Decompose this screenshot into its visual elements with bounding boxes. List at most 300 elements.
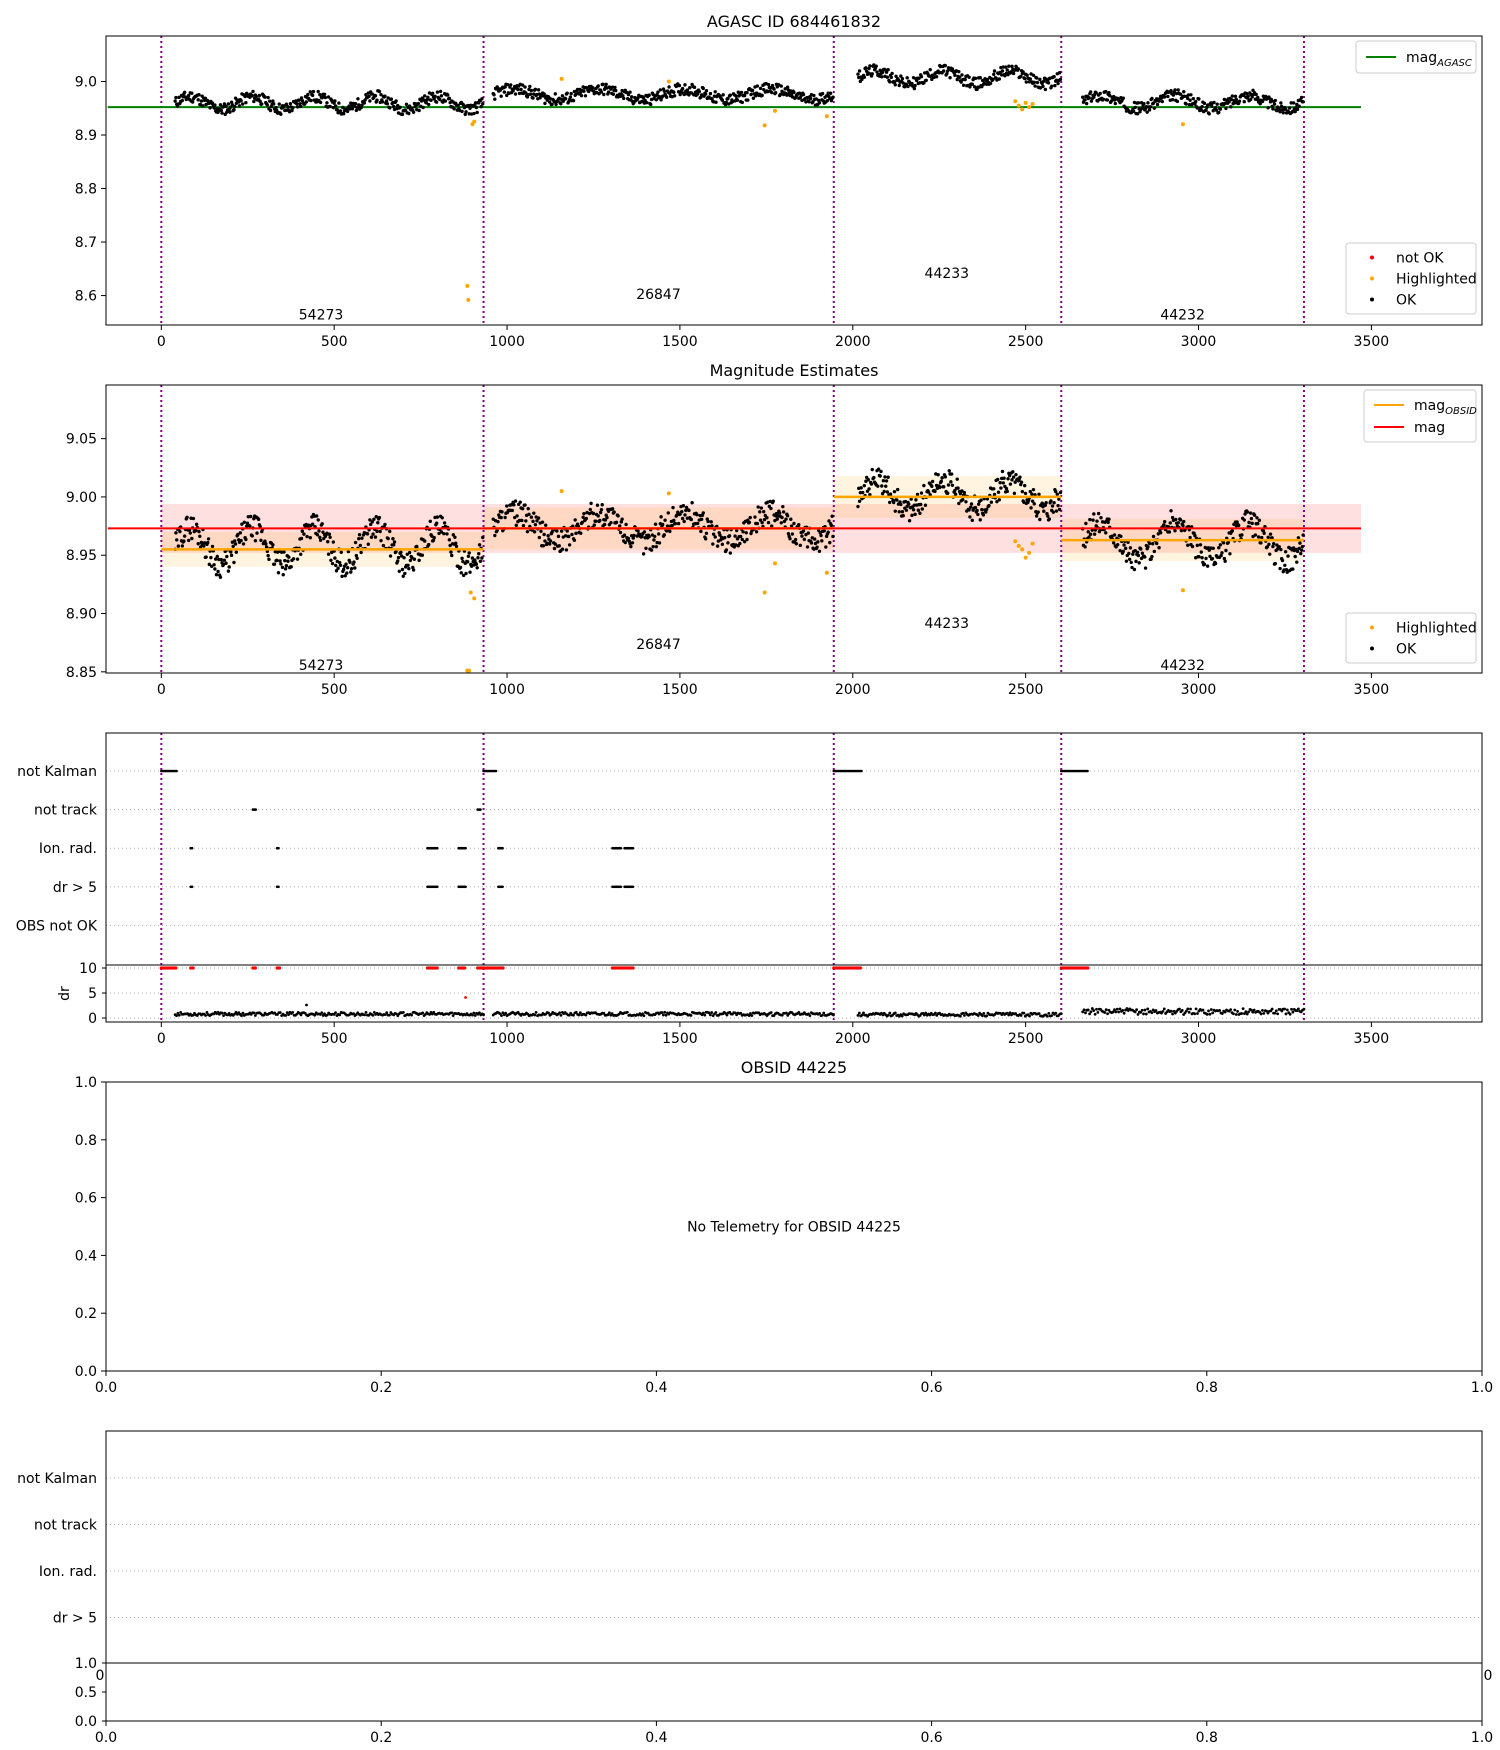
ok-point: [947, 483, 950, 486]
ok-point: [813, 537, 816, 540]
ok-point: [756, 84, 759, 87]
dr-point: [1090, 1010, 1093, 1013]
ok-point: [791, 532, 794, 535]
ok-point: [521, 507, 524, 510]
ok-point: [1266, 106, 1269, 109]
ok-point: [351, 107, 354, 110]
ok-point: [1284, 550, 1287, 553]
ok-point: [1122, 96, 1125, 99]
ok-point: [886, 490, 889, 493]
ok-point: [515, 524, 518, 527]
ok-point: [579, 532, 582, 535]
ok-point: [677, 522, 680, 525]
ok-point: [460, 110, 463, 113]
dr-point: [178, 1014, 181, 1017]
ok-point: [279, 562, 282, 565]
ok-point: [493, 534, 496, 537]
highlighted-point: [560, 77, 564, 81]
dr-point: [1188, 1011, 1191, 1014]
ok-point: [345, 571, 348, 574]
ok-point: [615, 521, 618, 524]
ok-point: [671, 506, 674, 509]
ok-point: [402, 556, 405, 559]
ok-point: [1059, 78, 1062, 81]
ok-point: [1052, 510, 1055, 513]
ok-point: [201, 104, 204, 107]
ok-point: [1139, 547, 1142, 550]
dr-point: [1170, 1010, 1173, 1013]
ok-point: [651, 545, 654, 548]
ok-point: [391, 537, 394, 540]
ok-point: [913, 84, 916, 87]
ok-point: [1134, 560, 1137, 563]
ok-point: [277, 571, 280, 574]
ok-point: [323, 93, 326, 96]
ok-point: [982, 513, 985, 516]
ok-point: [1286, 554, 1289, 557]
ok-point: [704, 92, 707, 95]
ok-point: [259, 539, 262, 542]
ok-point: [714, 535, 717, 538]
ok-point: [382, 544, 385, 547]
dr-point: [1142, 1013, 1145, 1016]
ok-point: [1002, 477, 1005, 480]
ok-point: [721, 543, 724, 546]
ok-point: [1033, 81, 1036, 84]
y-tick-label: 9.0: [74, 74, 97, 91]
ok-points: [173, 63, 1304, 116]
ok-point: [181, 99, 184, 102]
ok-point: [636, 529, 639, 532]
ok-point: [663, 533, 666, 536]
dr-point: [894, 1012, 897, 1015]
ok-point: [882, 479, 885, 482]
ok-point: [412, 568, 415, 571]
x-tick-label: 0.8: [1195, 1730, 1218, 1746]
dr-point: [770, 1011, 773, 1014]
ok-point: [647, 94, 650, 97]
ok-point: [334, 104, 337, 107]
ok-point: [1033, 502, 1036, 505]
ok-point: [444, 99, 447, 102]
ok-point: [987, 504, 990, 507]
ok-point: [733, 534, 736, 537]
dr-point: [1050, 1014, 1053, 1017]
dr-capped-point: [1086, 966, 1089, 969]
ok-point: [1152, 535, 1155, 538]
ok-point: [1153, 550, 1156, 553]
ok-point: [503, 90, 506, 93]
ok-point: [1254, 533, 1257, 536]
ok-point: [574, 532, 577, 535]
ok-point: [739, 535, 742, 538]
ok-point: [393, 540, 396, 543]
flag-row-label: Ion. rad.: [38, 841, 97, 858]
ok-point: [920, 491, 923, 494]
ok-point: [378, 516, 381, 519]
ok-point: [183, 91, 186, 94]
dr-point: [1240, 1012, 1243, 1015]
y-tick-label: 0.8: [74, 1132, 97, 1149]
ok-point: [228, 110, 231, 113]
ok-point: [546, 534, 549, 537]
ok-point: [631, 541, 634, 544]
ok-point: [1011, 470, 1014, 473]
ok-point: [427, 543, 430, 546]
ok-point: [520, 519, 523, 522]
ok-point: [530, 89, 533, 92]
ok-point: [632, 534, 635, 537]
ok-point: [721, 93, 724, 96]
ok-point: [436, 515, 439, 518]
ok-point: [1256, 522, 1259, 525]
highlighted-point: [1017, 104, 1021, 108]
ok-point: [799, 544, 802, 547]
ok-point: [709, 92, 712, 95]
ok-point: [1292, 101, 1295, 104]
x-tick-label: 1.0: [1470, 1380, 1494, 1396]
ok-point: [1191, 545, 1194, 548]
highlighted-point: [825, 114, 829, 118]
ok-point: [1220, 551, 1223, 554]
ok-point: [871, 72, 874, 75]
ok-point: [863, 76, 866, 79]
ok-point: [239, 531, 242, 534]
highlighted-point: [1027, 105, 1031, 109]
ok-point: [359, 544, 362, 547]
ok-point: [1024, 492, 1027, 495]
dr-point: [254, 1014, 257, 1017]
ok-point: [492, 93, 495, 96]
ok-point: [538, 536, 541, 539]
ok-point: [374, 535, 377, 538]
ok-point: [824, 545, 827, 548]
ok-point: [1127, 552, 1130, 555]
ok-point: [192, 517, 195, 520]
ok-point: [292, 557, 295, 560]
highlighted-point: [667, 79, 671, 83]
ok-point: [479, 560, 482, 563]
ok-point: [944, 64, 947, 67]
ok-point: [1116, 543, 1119, 546]
dr-point: [1276, 1012, 1279, 1015]
ok-point: [291, 106, 294, 109]
ok-point: [480, 556, 483, 559]
ok-point: [542, 533, 545, 536]
ok-point: [1229, 105, 1232, 108]
ok-point: [605, 516, 608, 519]
dr-point: [1285, 1013, 1288, 1016]
ok-point: [1133, 568, 1136, 571]
dr-point: [1047, 1012, 1050, 1015]
ok-point: [1038, 78, 1041, 81]
ok-point: [884, 485, 887, 488]
ok-point: [1171, 98, 1174, 101]
ok-point: [1262, 532, 1265, 535]
ok-point: [182, 539, 185, 542]
ok-point: [398, 570, 401, 573]
ok-point: [1106, 521, 1109, 524]
dr-point: [1087, 1009, 1090, 1012]
ok-point: [1267, 543, 1270, 546]
ok-point: [177, 544, 180, 547]
ok-point: [481, 536, 484, 539]
ok-point: [964, 500, 967, 503]
ok-point: [468, 107, 471, 110]
ok-point: [867, 478, 870, 481]
dr-point: [1106, 1012, 1109, 1015]
ok-point: [1037, 510, 1040, 513]
ok-point: [979, 499, 982, 502]
ok-point: [541, 520, 544, 523]
ok-point: [794, 538, 797, 541]
ok-point: [818, 101, 821, 104]
ok-point: [1087, 96, 1090, 99]
ok-point: [336, 567, 339, 570]
ok-point: [216, 555, 219, 558]
ok-point: [1228, 552, 1231, 555]
ok-point: [287, 555, 290, 558]
ok-point: [325, 101, 328, 104]
ok-point: [1112, 541, 1115, 544]
ok-point: [1300, 548, 1303, 551]
ok-point: [1281, 559, 1284, 562]
x-tick-label: 0.8: [1195, 1380, 1218, 1396]
ok-point: [894, 509, 897, 512]
ok-point: [645, 101, 648, 104]
ok-point: [326, 540, 329, 543]
x-tick-label: 0.6: [920, 1380, 943, 1396]
ok-point: [248, 524, 251, 527]
ok-point: [475, 111, 478, 114]
ok-point: [672, 519, 675, 522]
ok-point: [1128, 558, 1131, 561]
ok-point: [328, 536, 331, 539]
ok-point: [875, 64, 878, 67]
flag-point: [254, 808, 257, 811]
ok-point: [596, 504, 599, 507]
ok-point: [392, 105, 395, 108]
ok-point: [957, 70, 960, 73]
dr-capped-point: [278, 966, 281, 969]
ok-point: [274, 106, 277, 109]
ok-point: [1274, 99, 1277, 102]
ok-point: [357, 537, 360, 540]
ok-point: [1146, 101, 1149, 104]
ok-point: [389, 554, 392, 557]
dr-point: [450, 1011, 453, 1014]
ok-point: [519, 500, 522, 503]
ok-point: [329, 559, 332, 562]
ok-point: [185, 516, 188, 519]
ok-point: [268, 99, 271, 102]
ok-point: [1114, 102, 1117, 105]
dr-point: [1121, 1009, 1124, 1012]
dr-point: [1137, 1013, 1140, 1016]
x-tick-label: 1000: [489, 334, 525, 350]
ok-point: [1259, 541, 1262, 544]
ok-point: [560, 529, 563, 532]
ok-point: [612, 93, 615, 96]
ok-point: [1036, 81, 1039, 84]
ok-point: [1238, 100, 1241, 103]
ok-point: [1250, 517, 1253, 520]
ok-point: [355, 557, 358, 560]
ok-point: [1280, 105, 1283, 108]
ok-point: [760, 521, 763, 524]
flag-point: [464, 847, 467, 850]
ok-point: [349, 570, 352, 573]
highlighted-point: [1181, 122, 1185, 126]
ok-point: [543, 102, 546, 105]
ok-point: [1058, 508, 1061, 511]
ok-point: [1023, 77, 1026, 80]
ok-point: [925, 79, 928, 82]
ok-point: [334, 564, 337, 567]
ok-point: [1279, 548, 1282, 551]
ok-point: [1050, 84, 1053, 87]
ok-point: [871, 468, 874, 471]
ok-point: [1088, 518, 1091, 521]
ok-point: [1211, 557, 1214, 560]
ok-point: [759, 87, 762, 90]
dr-point: [663, 1011, 666, 1014]
ok-point: [1084, 522, 1087, 525]
dr-point: [1210, 1008, 1213, 1011]
ok-point: [681, 87, 684, 90]
ok-point: [831, 95, 834, 98]
ok-point: [376, 521, 379, 524]
ok-point: [1091, 518, 1094, 521]
dr-point: [1247, 1011, 1250, 1014]
ok-point: [818, 550, 821, 553]
ok-point: [468, 551, 471, 554]
ok-point: [600, 508, 603, 511]
ok-point: [589, 502, 592, 505]
ok-point: [267, 558, 270, 561]
legend-label: mag: [1414, 420, 1446, 436]
dr-point: [1144, 1009, 1147, 1012]
ok-point: [282, 573, 285, 576]
x-tick-label: 1500: [662, 1031, 698, 1047]
ok-point: [454, 542, 457, 545]
ok-point: [1095, 519, 1098, 522]
ok-point: [858, 69, 861, 72]
ok-point: [690, 501, 693, 504]
ok-point: [872, 476, 875, 479]
ok-point: [263, 95, 266, 98]
ok-point: [886, 76, 889, 79]
ok-point: [956, 477, 959, 480]
dr-point: [1141, 1009, 1144, 1012]
ok-point: [211, 545, 214, 548]
ok-point: [905, 508, 908, 511]
ok-point: [196, 98, 199, 101]
legend-dot-swatch: [1370, 298, 1374, 302]
ok-point: [816, 540, 819, 543]
ok-point: [289, 565, 292, 568]
ok-point: [220, 111, 223, 114]
ok-point: [680, 510, 683, 513]
obsid-label: 44232: [1160, 657, 1205, 674]
ok-point: [728, 534, 731, 537]
ok-point: [333, 556, 336, 559]
ok-point: [1013, 492, 1016, 495]
dr-point: [253, 1011, 256, 1014]
ok-point: [232, 108, 235, 111]
dr-point: [1171, 1013, 1174, 1016]
ok-point: [433, 536, 436, 539]
ok-point: [1041, 85, 1044, 88]
axes-frame: [106, 36, 1482, 325]
ok-point: [401, 568, 404, 571]
dr-point: [643, 1014, 646, 1017]
ok-point: [397, 556, 400, 559]
axes-frame: [106, 733, 1482, 965]
ok-point: [1006, 477, 1009, 480]
y-tick-label: 0.4: [74, 1248, 97, 1265]
ok-point: [1141, 552, 1144, 555]
ok-point: [366, 532, 369, 535]
dr-point: [372, 1014, 375, 1017]
ok-point: [475, 106, 478, 109]
ok-point: [537, 88, 540, 91]
obsid-label: 54273: [298, 657, 344, 674]
ok-point: [572, 99, 575, 102]
ok-point: [1035, 514, 1038, 517]
dr-axis-label: dr: [57, 986, 73, 1001]
ok-point: [200, 99, 203, 102]
ok-point: [593, 523, 596, 526]
ok-point: [899, 503, 902, 506]
ok-point: [1029, 77, 1032, 80]
dr-axes-frame: [106, 1663, 1482, 1721]
ok-point: [630, 95, 633, 98]
dr-point: [500, 1014, 503, 1017]
ok-point: [1106, 98, 1109, 101]
dr-point: [204, 1014, 207, 1017]
ok-point: [756, 522, 759, 525]
ok-point: [283, 559, 286, 562]
dr-point: [1163, 1008, 1166, 1011]
ok-point: [1182, 90, 1185, 93]
ok-point: [1297, 104, 1300, 107]
ok-point: [957, 502, 960, 505]
flag-point: [501, 847, 504, 850]
dr-point: [1123, 1012, 1126, 1015]
ok-point: [1163, 520, 1166, 523]
ok-point: [537, 516, 540, 519]
x-tick-label: 2000: [834, 1031, 871, 1047]
ok-point: [898, 84, 901, 87]
ok-point: [614, 89, 617, 92]
ok-point: [815, 545, 818, 548]
ok-point: [916, 493, 919, 496]
ok-point: [948, 76, 951, 79]
ok-point: [1051, 504, 1054, 507]
ok-point: [255, 95, 258, 98]
ok-point: [531, 96, 534, 99]
ok-point: [1012, 72, 1015, 75]
ok-point: [1299, 552, 1302, 555]
ok-point: [745, 91, 748, 94]
ok-point: [381, 100, 384, 103]
ok-point: [971, 83, 974, 86]
ok-point: [408, 104, 411, 107]
ok-point: [427, 103, 430, 106]
highlighted-point: [465, 284, 469, 288]
ok-point: [289, 102, 292, 105]
